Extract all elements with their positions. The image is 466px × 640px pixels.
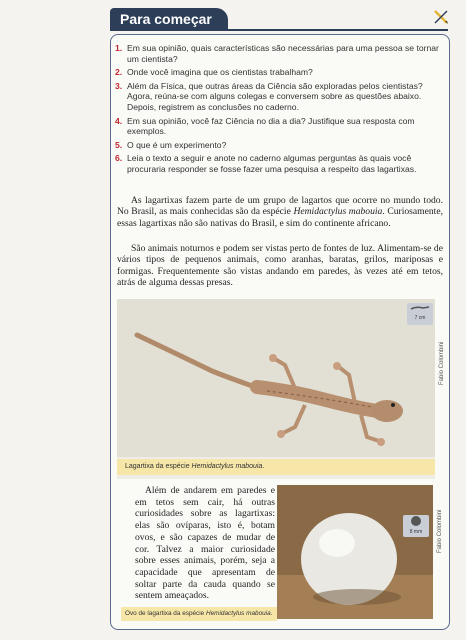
question-item bbox=[115, 116, 441, 137]
question-text: Leia o texto a seguir e anote no caderno algumas perguntas às quais você procuraria responder se fosse fazer uma pesquisa a respeito das lagartixas. bbox=[127, 153, 417, 174]
paragraph-intro bbox=[117, 195, 443, 229]
question-item bbox=[115, 67, 441, 78]
pencil-icon bbox=[432, 8, 450, 26]
gecko-figure bbox=[117, 299, 445, 479]
figure-caption bbox=[117, 459, 435, 475]
scale-label: 7 cm bbox=[414, 315, 426, 321]
egg-figure bbox=[277, 485, 447, 619]
photo-credit: Fabio Colombini bbox=[437, 509, 443, 553]
question-number: 2. bbox=[115, 67, 123, 78]
question-text: O que é um experimento? bbox=[127, 139, 227, 150]
gecko-photo bbox=[117, 299, 435, 457]
gecko-silhouette-icon bbox=[409, 303, 431, 313]
content-box bbox=[110, 34, 450, 630]
scale-badge bbox=[403, 515, 429, 537]
figure-caption bbox=[121, 607, 277, 621]
paragraph-habits: São animais noturnos e podem ser vistas perto de fontes de luz. Alimentam-se de vários tipos de pequenos animais, como aranhas, baratas, grilos, mariposas e formigas. Frequentemente são vistas andando em paredes, às vezes até em tetos, atrás de alguma dessas presas. bbox=[117, 243, 443, 289]
question-number: 3. bbox=[115, 80, 123, 91]
caption-species: Hemidactylus mabouia bbox=[206, 610, 271, 617]
egg-silhouette-icon bbox=[410, 515, 422, 527]
question-text: Em sua opinião, quais características são necessárias para uma pessoa se tornar um cientista? bbox=[127, 43, 439, 64]
question-item bbox=[115, 140, 441, 151]
caption-text: . bbox=[270, 610, 273, 617]
question-number: 5. bbox=[115, 139, 123, 150]
question-item bbox=[115, 81, 441, 113]
caption-text: . bbox=[262, 463, 265, 470]
paragraph-text: . Curiosamente, essas lagartixas não são nativas do Brasil, e sim do continente africano. bbox=[117, 206, 443, 229]
question-text: Onde você imagina que os cientistas trabalham? bbox=[127, 67, 313, 78]
section-title: Para começar bbox=[110, 8, 228, 30]
question-text: Além da Física, que outras áreas da Ciência são exploradas pelos cientistas? bbox=[127, 80, 423, 91]
scale-label: 8 mm bbox=[409, 529, 423, 535]
page bbox=[100, 6, 458, 632]
question-text: Em sua opinião, você faz Ciência no dia a dia? Justifique sua resposta com exemplos. bbox=[127, 115, 415, 137]
section-rule bbox=[110, 29, 448, 31]
caption-species: Hemidactylus mabouia bbox=[191, 463, 263, 470]
paragraph-text: As lagartixas fazem parte de um grupo de lagartos que ocorre no mundo todo. No Brasil, as mais conhecidas são da espécie bbox=[117, 195, 443, 218]
caption-text: Lagartixa da espécie bbox=[125, 463, 192, 470]
question-item bbox=[115, 43, 441, 64]
question-number: 1. bbox=[115, 43, 123, 53]
question-list bbox=[115, 43, 441, 178]
photo-credit: Fabio Colombini bbox=[439, 341, 445, 385]
scale-badge bbox=[407, 303, 433, 325]
species-name: Hemidactylus mabouia bbox=[293, 206, 383, 218]
question-number: 6. bbox=[115, 153, 123, 164]
question-number: 4. bbox=[115, 115, 123, 126]
question-instruction: Agora, reúna-se com alguns colegas e conversem sobre as questões abaixo. Depois, registrem as conclusões no caderno. bbox=[127, 91, 422, 112]
egg-photo bbox=[277, 485, 433, 619]
caption-text: Ovo de lagartixa da espécie bbox=[125, 610, 206, 617]
paragraph-curiosities: Além de andarem em paredes e em tetos sem cair, há outras curiosidades sobre as lagartixas: elas são ovíparas, isto é, botam ovos, e são capazes de mudar de cor. Talvez a maior curiosidade sobre esses animais, porém, seja a capacidade que apresentam de soltar parte da cauda quando se sentem ameaçados. bbox=[135, 485, 275, 602]
question-item bbox=[115, 153, 441, 174]
